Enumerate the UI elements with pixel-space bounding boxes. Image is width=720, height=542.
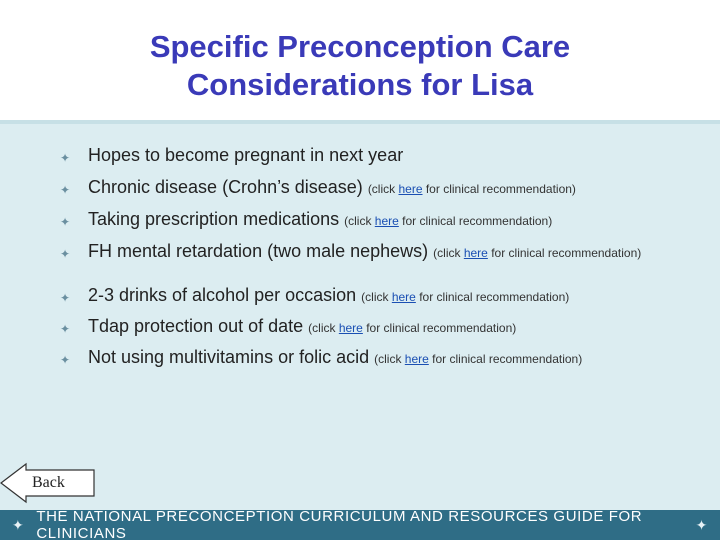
star-bullet-icon: ✦: [60, 215, 71, 229]
footer-banner: [0, 510, 720, 540]
list-item-text: Hopes to become pregnant in next year: [88, 145, 404, 165]
list-item-prescription-meds: [58, 208, 552, 232]
here-link[interactable]: here: [374, 214, 399, 228]
star-bullet-icon: ✦: [60, 353, 71, 367]
list-item-alcohol: [58, 284, 569, 308]
footer-text: THE NATIONAL PRECONCEPTION CURRICULUM AND RESOURCES GUIDE FOR CLINICIANS: [36, 508, 643, 542]
list-item-text: Not using multivitamins or folic acid: [88, 347, 375, 367]
here-link[interactable]: here: [398, 182, 423, 196]
star-bullet-icon: ✦: [60, 247, 71, 261]
title-line-1: Specific Preconception Care: [149, 29, 571, 64]
list-item-tdap: [58, 315, 516, 339]
click-note: (click here for clinical recommendation): [344, 214, 553, 228]
click-note: (click here for clinical recommendation): [308, 321, 517, 335]
star-icon: ✦: [12, 516, 25, 533]
click-note: (click here for clinical recommendation): [374, 352, 583, 366]
list-item-pregnancy-plans: [58, 144, 403, 166]
list-item-multivitamins: [58, 346, 582, 370]
star-icon: ✦: [695, 516, 708, 533]
click-note: (click here for clinical recommendation): [433, 246, 642, 260]
list-item-text: Taking prescription medications: [88, 209, 345, 229]
list-item-text: 2-3 drinks of alcohol per occasion: [88, 285, 362, 305]
page-title: [0, 28, 720, 104]
here-link[interactable]: here: [391, 290, 416, 304]
here-link[interactable]: here: [463, 246, 488, 260]
star-bullet-icon: ✦: [60, 151, 71, 165]
star-bullet-icon: ✦: [60, 291, 71, 305]
back-button[interactable]: [0, 462, 96, 504]
here-link[interactable]: here: [338, 321, 363, 335]
list-item-family-history: [58, 240, 641, 264]
click-note: (click here for clinical recommendation): [361, 290, 570, 304]
star-bullet-icon: ✦: [60, 322, 71, 336]
here-link[interactable]: here: [404, 352, 429, 366]
click-note: (click here for clinical recommendation): [367, 182, 576, 196]
list-item-chronic-disease: [58, 176, 576, 200]
star-bullet-icon: ✦: [60, 183, 71, 197]
list-item-text: Chronic disease (Crohn’s disease): [88, 177, 368, 197]
list-item-text: FH mental retardation (two male nephews): [88, 241, 434, 261]
title-line-2: Considerations for Lisa: [186, 67, 534, 102]
back-button-label: Back: [32, 474, 65, 491]
list-item-text: Tdap protection out of date: [88, 316, 309, 336]
